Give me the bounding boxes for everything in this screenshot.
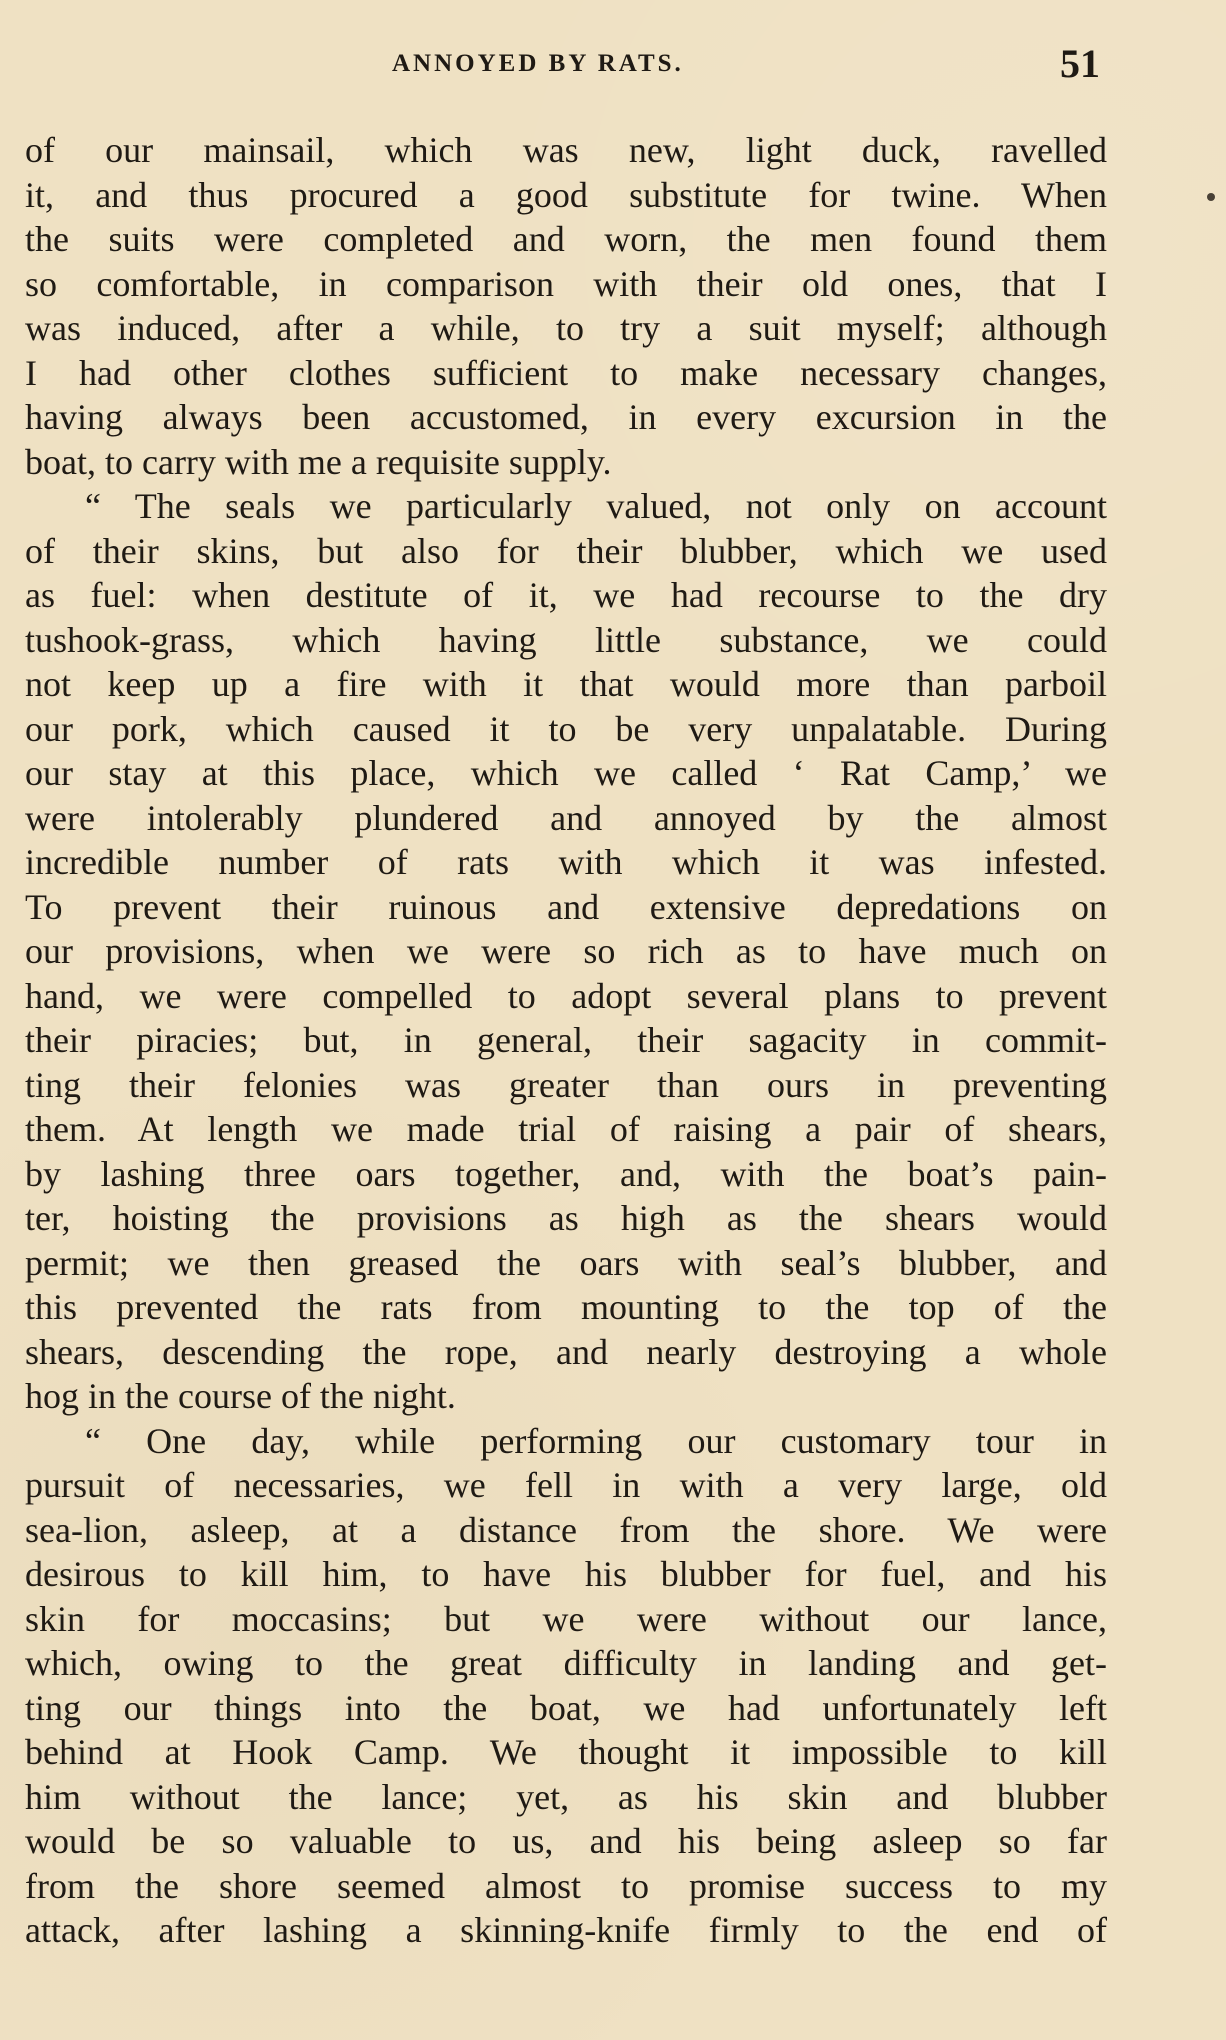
text-line: desirous to kill him, to have his blubber for fuel, and his (25, 1554, 1107, 1594)
margin-dot (1207, 193, 1215, 201)
text-line: their piracies; but, in general, their sagacity in commit- (25, 1020, 1107, 1060)
text-line: which, owing to the great difficulty in landing and get- (25, 1643, 1107, 1683)
text-line: not keep up a fire with it that would more than parboil (25, 664, 1107, 704)
text-line: our stay at this place, which we called ‘ Rat Camp,’ we (25, 753, 1107, 793)
text-line: skin for moccasins; but we were without our lance, (25, 1598, 1107, 1639)
body-text (25, 128, 1107, 1953)
text-line: were intolerably plundered and annoyed by the almost (25, 797, 1107, 838)
text-line: sea-lion, asleep, at a distance from the shore. We were (25, 1509, 1107, 1550)
text-line: our pork, which caused it to be very unpalatable. During (25, 708, 1107, 749)
text-line: him without the lance; yet, as his skin and blubber (25, 1776, 1107, 1817)
text-line: by lashing three oars together, and, with the boat’s pain- (25, 1153, 1107, 1194)
text-line: boat, to carry with me a requisite supply. (25, 441, 612, 482)
text-line: permit; we then greased the oars with seal’s blubber, and (25, 1242, 1107, 1283)
text-line: our provisions, when we were so rich as to have much on (25, 931, 1107, 971)
text-line: the suits were completed and worn, the men found them (25, 219, 1107, 259)
text-line: so comfortable, in comparison with their old ones, that I (25, 263, 1107, 304)
text-line: attack, after lashing a skinning-knife firmly to the end of (25, 1910, 1107, 1950)
text-line: them. At length we made trial of raising a pair of shears, (25, 1109, 1107, 1149)
text-line: “ The seals we particularly valued, not only on account (85, 486, 1107, 526)
text-line: tushook-grass, which having little substance, we could (25, 619, 1107, 660)
text-line: hog in the course of the night. (25, 1376, 456, 1416)
text-line: this prevented the rats from mounting to the top of the (25, 1287, 1107, 1327)
page-number: 51 (1060, 41, 1100, 86)
text-line: To prevent their ruinous and extensive depredations on (25, 886, 1107, 927)
running-head: ANNOYED BY RATS. (392, 50, 684, 77)
text-line: ting our things into the boat, we had unfortunately left (25, 1687, 1107, 1728)
text-line: ter, hoisting the provisions as high as the shears would (25, 1198, 1107, 1238)
text-line: it, and thus procured a good substitute for twine. When (25, 174, 1107, 215)
text-line: was induced, after a while, to try a suit myself; although (25, 308, 1107, 348)
text-line: from the shore seemed almost to promise success to my (25, 1865, 1107, 1906)
text-line: I had other clothes sufficient to make necessary changes, (25, 352, 1107, 393)
text-line: would be so valuable to us, and his being asleep so far (25, 1821, 1107, 1861)
text-line: behind at Hook Camp. We thought it impossible to kill (25, 1732, 1107, 1772)
text-line: as fuel: when destitute of it, we had recourse to the dry (25, 575, 1107, 615)
text-line: hand, we were compelled to adopt several plans to prevent (25, 975, 1107, 1016)
text-line: of their skins, but also for their blubber, which we used (25, 530, 1107, 571)
text-line: of our mainsail, which was new, light duck, ravelled (25, 130, 1107, 170)
text-line: pursuit of necessaries, we fell in with a very large, old (25, 1465, 1107, 1505)
text-line: having always been accustomed, in every excursion in the (25, 397, 1107, 437)
text-line: shears, descending the rope, and nearly destroying a whole (25, 1331, 1107, 1372)
text-line: ting their felonies was greater than ours in preventing (25, 1064, 1107, 1105)
page-header (0, 42, 1226, 98)
text-line: “ One day, while performing our customary tour in (85, 1420, 1107, 1461)
text-line: incredible number of rats with which it was infested. (25, 842, 1107, 882)
